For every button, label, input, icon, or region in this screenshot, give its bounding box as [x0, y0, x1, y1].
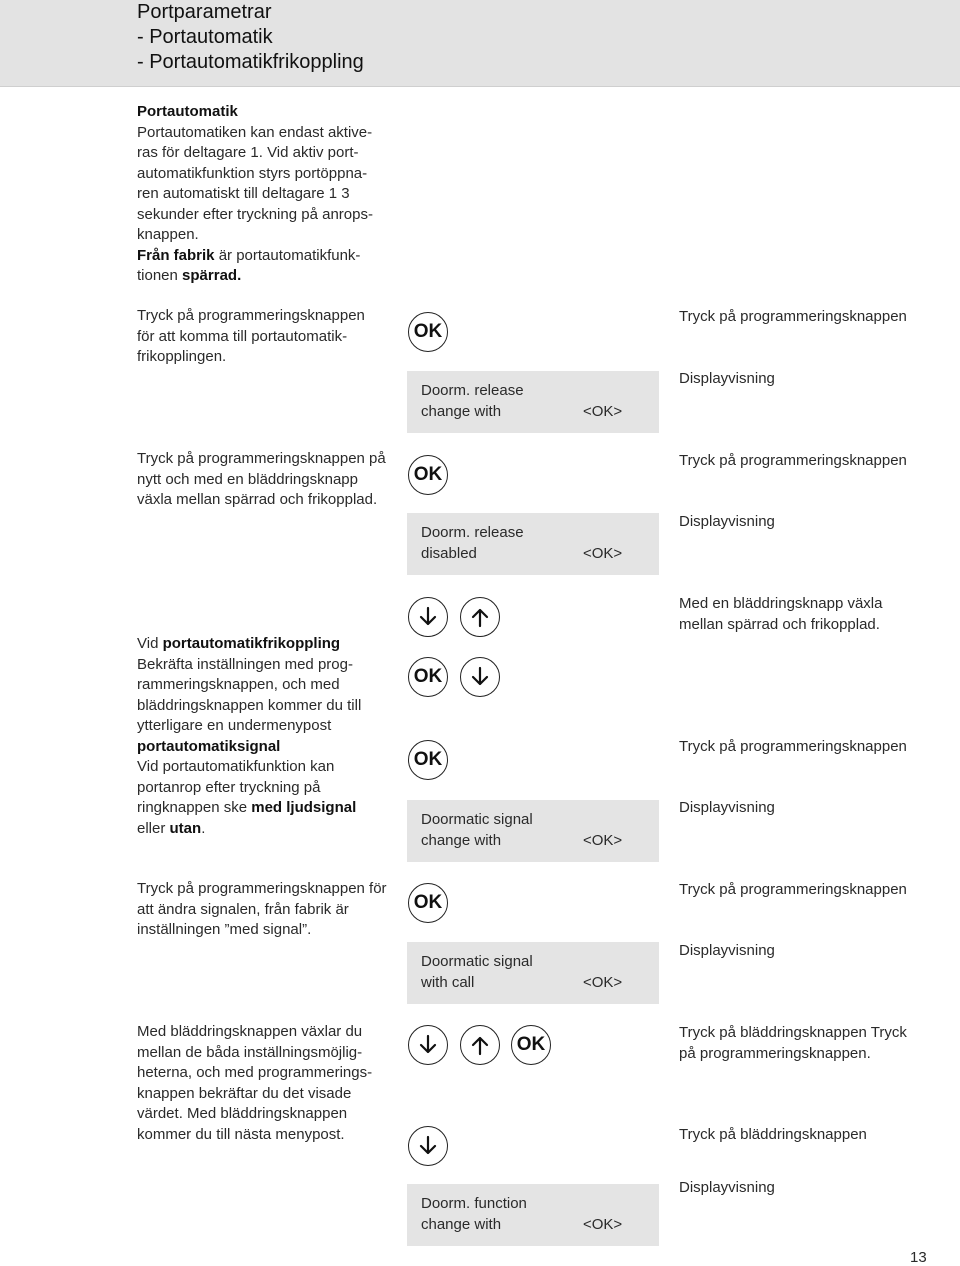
arrow-down-icon — [415, 604, 441, 630]
intro-factory-rest: är portautomatikfunk-tionen — [137, 246, 361, 284]
scroll-up-button[interactable] — [460, 1025, 500, 1065]
step2-action-label: Tryck på programmeringsknappen — [679, 452, 907, 469]
step5-display-label: Displayvisning — [679, 1179, 775, 1196]
scroll-up-button[interactable] — [460, 597, 500, 637]
step5-action-label: Tryck på bläddringsknappen Tryck på programmeringsknappen. — [679, 1024, 907, 1062]
intro-section — [137, 102, 387, 287]
display-ok: <OK> — [583, 832, 623, 849]
scroll-down-button[interactable] — [408, 1025, 448, 1065]
display-line-1: Doorm. release — [421, 382, 524, 399]
arrow-up-icon — [467, 604, 493, 630]
bold-term: portautomatiksignal — [137, 737, 281, 755]
step3-scroll-label: Med en bläddringsknapp växla mellan spärrad och frikopplad. — [679, 595, 883, 633]
arrow-up-icon — [467, 1032, 493, 1058]
step4-instruction: Tryck på programmeringsknappen för att ändra signalen, från fabrik är inställningen ”med signal”. — [137, 880, 387, 938]
page-title — [137, 0, 364, 75]
display-ok: <OK> — [583, 545, 623, 562]
intro-heading: Portautomatik — [137, 103, 238, 120]
display-screen — [407, 942, 659, 1004]
scroll-down-button[interactable] — [408, 597, 448, 637]
ok-label: OK — [413, 464, 443, 485]
arrow-down-icon — [415, 1133, 441, 1159]
scroll-down-button[interactable] — [408, 1126, 448, 1166]
ok-button[interactable] — [408, 657, 448, 697]
title-line-1: Portparametrar — [137, 1, 272, 23]
display-line-1: Doorm. function — [421, 1195, 527, 1212]
bold-term: med ljudsignal — [251, 799, 357, 816]
ok-label: OK — [413, 666, 443, 687]
text-span: Bekräfta inställningen med prog-rammeringsknappen, och med bläddringsknappen kommer du till ytterligare en undermenypost — [137, 655, 362, 734]
ok-label: OK — [413, 892, 443, 913]
step3-instruction — [137, 634, 382, 839]
ok-label: OK — [413, 321, 443, 342]
text-span: Vid portautomatikfunktion kan portanrop efter tryckning på ringknappen ske — [137, 758, 335, 816]
ok-label: OK — [413, 749, 443, 770]
intro-body: Portautomatiken kan endast aktive-ras för deltagare 1. Vid aktiv port-automatikfunktion styrs portöppna-ren automatiskt till deltagare 1 3 sekunder efter tryckning på anrops-knappen. — [137, 123, 373, 243]
step5-instruction: Med bläddringsknappen växlar du mellan de båda inställningsmöjlig-heterna, och med programmerings-knappen bekräftar du det visade värdet. Med bläddringsknappen kommer du till nästa menypost. — [137, 1023, 373, 1143]
bold-term: portautomatikfrikoppling — [162, 635, 341, 652]
ok-button[interactable] — [511, 1025, 551, 1065]
step4-action-label: Tryck på programmeringsknappen — [679, 881, 907, 898]
arrow-down-icon — [467, 664, 493, 690]
display-ok: <OK> — [583, 1216, 623, 1233]
display-screen — [407, 371, 659, 433]
step1-instruction: Tryck på programmeringsknappen för att komma till portautomatik-frikopplingen. — [137, 307, 365, 365]
display-ok: <OK> — [583, 403, 623, 420]
ok-button[interactable] — [408, 312, 448, 352]
display-line-1: Doormatic signal — [421, 811, 533, 828]
display-line-2: change with — [421, 832, 502, 849]
step3-action-label: Tryck på programmeringsknappen — [679, 738, 907, 755]
step1-display-label: Displayvisning — [679, 370, 775, 387]
page-header — [0, 0, 960, 87]
display-screen — [407, 1184, 659, 1246]
bold-term: utan — [169, 819, 202, 837]
step3-display-label: Displayvisning — [679, 799, 775, 816]
ok-label: OK — [516, 1034, 546, 1055]
display-line-1: Doorm. release — [421, 524, 524, 541]
step1-action-label: Tryck på programmeringsknappen — [679, 308, 907, 325]
display-screen — [407, 513, 659, 575]
display-ok: <OK> — [583, 974, 623, 991]
intro-factory-bold: Från fabrik — [137, 246, 215, 264]
title-line-2: - Portautomatik — [137, 26, 273, 48]
title-line-3: - Portautomatikfrikoppling — [137, 51, 364, 73]
step2-display-label: Displayvisning — [679, 513, 775, 530]
scroll-down-button[interactable] — [460, 657, 500, 697]
text-span: Vid — [137, 635, 163, 652]
ok-button[interactable] — [408, 455, 448, 495]
arrow-down-icon — [415, 1032, 441, 1058]
page-number: 13 — [910, 1249, 927, 1266]
display-screen — [407, 800, 659, 862]
display-line-2: change with — [421, 1216, 502, 1233]
display-line-2: with call — [421, 974, 475, 991]
ok-button[interactable] — [408, 740, 448, 780]
text-span: . — [201, 819, 206, 837]
ok-button[interactable] — [408, 883, 448, 923]
step2-instruction: Tryck på programmeringsknappen på nytt och med en bläddringsknapp växla mellan spärrad och frikopplad. — [137, 450, 386, 508]
display-line-2: disabled — [421, 545, 477, 562]
text-span: eller — [137, 819, 170, 837]
display-line-2: change with — [421, 403, 502, 420]
intro-factory-value: spärrad. — [182, 267, 242, 284]
step4-display-label: Displayvisning — [679, 942, 775, 959]
display-line-1: Doormatic signal — [421, 953, 533, 970]
step5-scroll-label: Tryck på bläddringsknappen — [679, 1126, 867, 1143]
